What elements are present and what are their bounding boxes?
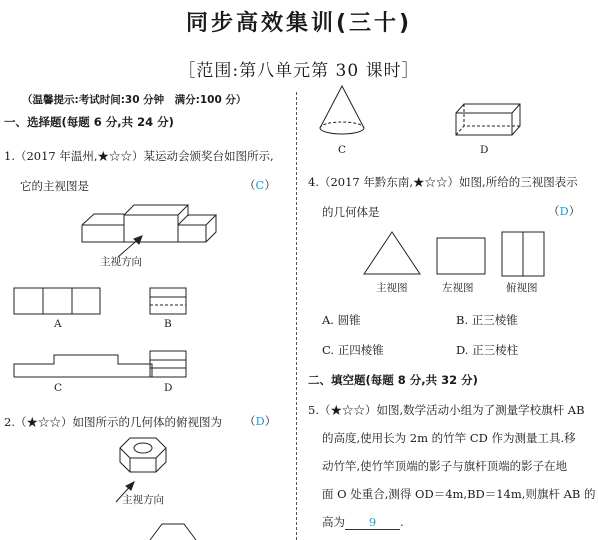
q4-option-d: D. 正三棱柱 xyxy=(456,343,519,357)
q4-top-view-rect xyxy=(502,232,544,276)
q5-answer-blank: 9 xyxy=(345,515,400,530)
q1-option-a-figure xyxy=(14,288,100,314)
q1-answer-paren: （C） xyxy=(244,178,276,192)
q1-option-a-label: A xyxy=(54,318,62,330)
q1-option-c-label: C xyxy=(54,382,63,394)
q1-option-b-label: B xyxy=(164,318,172,330)
q4-front-view-label: 主视图 xyxy=(376,282,408,294)
page-title: 同步高效集训(三十) xyxy=(185,11,413,36)
q3-option-c-label: C xyxy=(338,144,347,156)
q3-option-c-cone xyxy=(320,86,364,134)
exam-tip: （温馨提示:考试时间:30 分钟 满分:100 分） xyxy=(22,94,247,106)
q2-answer-paren: （D） xyxy=(244,414,277,428)
q4-option-c: C. 正四棱锥 xyxy=(322,343,384,357)
q3-option-d-label: D xyxy=(480,144,489,156)
q1-text-line2: 它的主视图是 xyxy=(20,179,89,193)
q5-text-line2: 的高度,使用长为 2m 的竹竿 CD 作为测量工具.移 xyxy=(322,431,576,445)
q4-side-view-rect xyxy=(437,238,485,274)
q1-option-d-figure xyxy=(150,351,186,377)
q2-view-label: 主视方向 xyxy=(122,494,164,506)
q4-front-view-triangle xyxy=(364,232,420,274)
range-subtitle: ［范围:第八单元第 30 课时］ xyxy=(178,61,420,81)
q4-option-b: B. 正三棱锥 xyxy=(456,313,518,327)
q1-option-d-label: D xyxy=(164,382,173,394)
q4-option-a: A. 圆锥 xyxy=(322,313,361,327)
q4-text-line2: 的几何体是 xyxy=(322,205,380,219)
q4-text-line1: 4.（2017 年黔东南,★☆☆）如图,所给的三视图表示 xyxy=(308,175,578,189)
q1-option-c-figure xyxy=(14,355,152,377)
q4-side-view-label: 左视图 xyxy=(442,282,474,294)
q5-text-line3: 动竹竿,使竹竿顶端的影子与旗杆顶端的影子在地 xyxy=(322,459,568,473)
section-1-heading: 一、选择题(每题 6 分,共 24 分) xyxy=(4,115,174,129)
q1-option-b-figure xyxy=(150,288,186,314)
q1-podium-figure xyxy=(82,205,216,242)
q4-top-view-label: 俯视图 xyxy=(506,282,538,294)
section-2-heading: 二、填空题(每题 8 分,共 32 分) xyxy=(308,373,478,387)
q2-text-line1: 2.（★☆☆）如图所示的几何体的俯视图为 xyxy=(4,415,222,429)
q5-text-line5: 高为 9 . xyxy=(322,515,404,529)
q1-view-label: 主视方向 xyxy=(100,256,142,268)
q5-text-line1: 5.（★☆☆）如图,数学活动小组为了测量学校旗杆 AB xyxy=(308,403,585,417)
q5-text-line4: 面 O 处重合,测得 OD＝4m,BD＝14m,则旗杆 AB 的 xyxy=(322,487,596,501)
q4-answer: D xyxy=(559,204,569,218)
q1-text-line1: 1.（2017 年温州,★☆☆）某运动会颁奖台如图所示, xyxy=(4,149,274,163)
q2-option-fragment xyxy=(150,524,196,540)
q2-answer: D xyxy=(255,414,265,428)
q4-answer-paren: （D） xyxy=(548,204,581,218)
q1-answer: C xyxy=(255,178,265,192)
q2-hex-nut-figure xyxy=(120,438,166,472)
q3-option-d-prism xyxy=(456,104,520,135)
